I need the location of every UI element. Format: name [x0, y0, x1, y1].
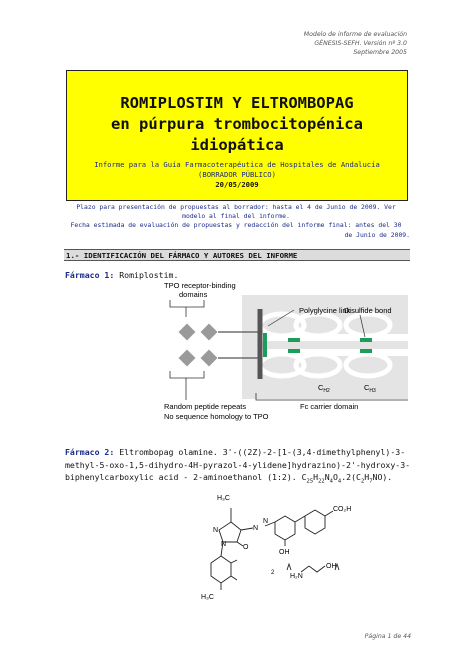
hydrazine-nh-label: N [263, 518, 269, 525]
ethanolamine-oh-label: OH [326, 563, 337, 570]
pyrazole-n-label: N [213, 527, 219, 534]
random-peptide-label: Random peptide repeats [164, 402, 247, 411]
drug-2-line-3: biphenylcarboxylic acid - 2-aminoethanol (1:2). $C_{25}H_{22}N_4O_4.2(C_2H_7NO)$. [65, 472, 393, 485]
drug-2-line-2: methyl-5-oxo-1,5-dihydro-4H-pyrazol-4-ylidene]hydrazino)-2'-hydroxy-3- [65, 459, 411, 470]
carboxyl-label: CO₂H [333, 506, 352, 513]
title-box [66, 70, 408, 201]
note-line-3: Fecha estimada de evaluación de propuestas y redacción del informe final: antes del 30 [70, 221, 402, 230]
tpo-binding-label-1: TPO receptor-binding [164, 281, 236, 290]
section-heading-1: 1.- IDENTIFICACIÓN DEL FÁRMACO Y AUTORES DEL INFORME [64, 249, 410, 261]
drug-1-label: Fármaco 1: [65, 270, 115, 280]
drug-1-name: Romiplostim. [119, 270, 179, 280]
random-repeat-bracket [170, 371, 204, 378]
note-line-4: de Junio de 2009. [344, 230, 410, 239]
fc-chain-bottom [258, 349, 408, 356]
methyl-top-label: H₃C [217, 495, 230, 502]
eltrombopag-chemical-structure [197, 486, 371, 608]
amine-label: H₂N [290, 573, 303, 580]
model-name: Modelo de informe de evaluación [303, 31, 407, 38]
disulfide-label: Disulfide bond [344, 306, 392, 315]
drug-2-label: Fármaco 2: [65, 447, 115, 457]
drug-2-line-1: Fármaco 2: Eltrombopag olamine. 3'-((2Z)-2-[1-(3,4-dimethylphenyl)-3- [65, 447, 406, 457]
model-version: GÉNESIS-SEFH. Versión nº 3.0 [314, 40, 407, 47]
pyrazole-n2-label: N [221, 541, 227, 548]
drug-2-description [65, 446, 425, 488]
ch2-label: $C_{H2}$ [318, 383, 330, 394]
model-date: Septiembre 2005 [353, 49, 407, 56]
ethanolamine-coefficient: 2 [271, 570, 275, 576]
title-status: (BORRADOR PÚBLICO) [198, 170, 276, 179]
title-line-1: ROMIPLOSTIM Y ELTROMBOPAG [120, 94, 354, 112]
note-line-1: Plazo para presentación de propuestas al borrador: hasta el 4 de Junio de 2009. Ver [76, 203, 396, 211]
polyglycine-label: Polyglycine link [299, 306, 351, 315]
hydrazine-n-label: N [253, 525, 259, 532]
no-homology-label: No sequence homology to TPO [164, 412, 269, 421]
note-line-2: modelo al final del informe. [182, 212, 290, 221]
title-date: 20/05/2009 [215, 180, 259, 189]
title-line-2: en púrpura trombocitopénica [111, 115, 363, 133]
hydroxyl-label: OH [279, 549, 290, 556]
deadline-notes [62, 203, 410, 240]
structure-bonds [211, 508, 339, 590]
page-number: Página 1 de 44 [364, 633, 411, 640]
drug-1-line [65, 269, 178, 282]
ch3-label: $C_{H3}$ [364, 383, 376, 394]
document-header-meta [304, 30, 407, 57]
carbonyl-o-label: O [243, 544, 249, 551]
methyl-bottom-label: H₃C [201, 594, 214, 601]
peptide-diamonds [178, 323, 218, 367]
title-line-3: idiopática [190, 136, 284, 154]
tpo-binding-label-2: domains [179, 290, 208, 299]
title-subtitle: Informe para la Guía Farmacoterapéutica de Hospitales de Andalucía [94, 160, 380, 169]
romiplostim-structure-diagram [164, 279, 408, 421]
fc-carrier-label: Fc carrier domain [300, 402, 359, 411]
fc-chain-top [258, 334, 408, 341]
tpo-bracket [170, 300, 204, 307]
